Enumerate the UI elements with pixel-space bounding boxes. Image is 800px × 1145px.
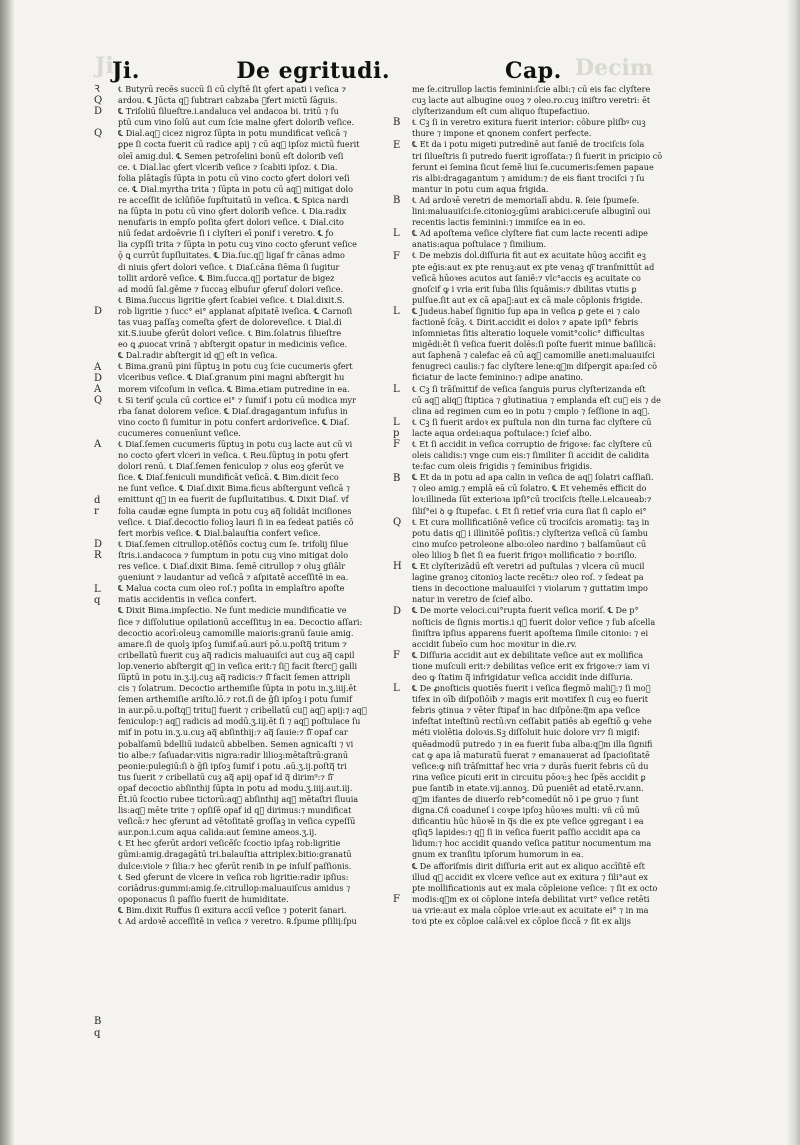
text-line: ℄ Et cura mollificatiōnē veſice cū trociſcis aromatiꝫ: taꝫ in xyxy=(412,516,650,527)
text-line: noſticis de ſignis mortis.i qᷓ fuerit dolor veſice ⁊ ſub aſcella xyxy=(412,616,656,627)
text-line: migēdi:ēt ſi veſica fuerit dolēs:ſi poſte fuerit minue baſilicā: xyxy=(412,339,656,350)
margin-letter: L xyxy=(393,383,400,395)
margin-letter: L xyxy=(393,306,400,317)
margin-letter: L xyxy=(94,583,101,595)
text-line: ℄ Sed ꝯferunt de vlcere in veſica rob ligritie:radir ipſius: xyxy=(118,871,349,882)
text-line: lini:maluauiſci:ſe.citonioꝫ:gūmi arabici:ceruſe albuginī oui xyxy=(412,206,651,217)
text-line: ℄ Et da in potu ad apa calin in veſica de aqᷓ ſolatri caſſiaſi. xyxy=(412,472,654,483)
margin-letter: F xyxy=(393,894,400,906)
margin-letter: Q xyxy=(94,95,103,107)
text-line: potu datis qᷓ i illinitōē poſitis:⁊ clyſteriza veſicā cū ſambu xyxy=(412,527,648,538)
text-line: cino muſco petroleone albo:oleo nardino ⁊ balſamūaut cū xyxy=(412,538,647,549)
margin-letter: E xyxy=(393,139,401,151)
text-line: anatis:aqua poſtulace ⁊ ſimilium. xyxy=(412,239,547,250)
text-line: inſomnietas ſitis alteratio loquele vomit°colic° difficultas xyxy=(412,328,645,339)
text-line: res veſice. ℄ Diaſ.dixit Bima. ſemē citrullop ⁊ oluꝫ gſiālr xyxy=(118,561,346,572)
margin-letter: H xyxy=(393,561,402,573)
margin-letter: L xyxy=(393,228,400,240)
margin-letter: R xyxy=(94,550,102,562)
text-line: cribellatū fuerit cuꝫ aqᷓ radicis maluauiſci aut cuꝫ aqᷓ capil xyxy=(118,649,355,660)
text-line: ℄ Et ſi accidit in veſica corruptio de frigoꝛe: fac clyſtere cū xyxy=(412,439,652,449)
text-line: infeſtat inteſtinū rectū:vn ceſſabit patiēs ab egeſtiō ꝙ vehe xyxy=(412,716,652,727)
text-line: niū ſedat ardoēvrie ſi i clyſteri eī ponif i veretro. ℄ ƒo xyxy=(118,228,334,239)
text-line: ſiniſtra ipſius apparens fuerit apoſtema ſimile citonio: ⁊ ei xyxy=(412,627,649,638)
margin-letter: F xyxy=(393,439,400,451)
margin-letter: D xyxy=(94,539,103,551)
text-line: ℄ Cꝫ ſi trāſmittif de veſica ſanguis purus clyſterizanda eſt xyxy=(412,383,646,394)
text-line: accidit ſubeīo cum hoc moꝛitur in die.rv. xyxy=(412,638,577,649)
text-line: lop.venerio abſtergit qᷓ in veſica erit:⁊ ſiᷓ facit ſtercꝰ galli xyxy=(118,660,358,671)
margin-letter: Q xyxy=(393,516,402,528)
text-line: thure ⁊ impone et ꝗnonem confert perfecte. xyxy=(412,128,592,139)
text-line: ℄ Cꝫ ſi in veretro exitura fuerit interior: cōbure pliſbꝰ cuꝫ xyxy=(412,117,646,128)
text-line: xit.S.iuube ꝯferūt dolori veſice. ℄ Bim.ſolatrus ſilueſtre xyxy=(118,328,342,339)
text-line: méti violētia doloꝛis.Sꝫ diſſoluit huic dolore vr⁊ ſi migif: xyxy=(412,727,640,738)
text-line: ce. ℄ Dial.myrtha trita ⁊ ſūpta in potu cū aqᷓ mitigat dolo xyxy=(118,183,353,194)
text-line: ⁊ oleo amig.⁊ emplā eā cū ſolatro. ℄ Et vehemēs efficit do xyxy=(412,483,647,494)
text-line: opoponacus ſi paſſio fuerit de humiditate. xyxy=(118,893,289,904)
text-line: fenugreci caulis:⁊ fac clyſtere lene:qᷓm diſpergit apa:ſed cō xyxy=(412,361,657,372)
text-line: gnum ex tranſitu ipſorum humorum in ea. xyxy=(412,849,584,860)
text-line: lis:aqᷓ mēte trite ⁊ opſiſē opaf id qᷓ dirimus:⁊ mundificat xyxy=(118,805,352,816)
text-line: aut ſaphenā ⁊ calefac eā cū aqᷓ camomille aneti:maluauiſci xyxy=(412,350,655,361)
text-line: ris albi:dragagantum ⁊ amidum:⁊ de eis fiant trociſci ⁊ ſu xyxy=(412,172,645,183)
text-line: ℄ Si terif ꝯcula cū cortice ei° ⁊ ſumif i potu cū modica myr xyxy=(118,394,356,405)
text-line: cucumeres conuenīunt veſice. xyxy=(118,427,241,438)
text-line: ꝯueniunt ⁊ laudantur ad veſicā ⁊ aſpitatē acceſſitē in ea. xyxy=(118,572,349,583)
text-line: nenufaris in empſo poſita ꝯfert dolori veſice. ℄ Dial.cito xyxy=(118,217,344,228)
text-line: tio albe:⁊ ſaſuadar:vitis nigra:radir lilioꝫ:mētaſtrū:granū xyxy=(118,749,349,760)
margin-letter: L xyxy=(393,683,400,695)
text-line: amare.ſi de quolꝫ ipſoꝫ ſumif.aū.auri pō.u.poſtqᷓ tritum ⁊ xyxy=(118,638,347,649)
margin-letter: F xyxy=(393,650,400,662)
text-line: ℄ Butyrū recēs succū ſi cū clyſtē ſit ꝯfert apati i veſica ⁊ xyxy=(118,84,347,94)
text-line: ℄ De afforiſmis dirit diſſuria erit aut ex aliquo accīſitē eſt xyxy=(412,860,645,871)
text-line: no cocto ꝯfert vlceri in veſica. ℄ Reu.ſūptuꝫ in potu ꝯfert xyxy=(118,450,349,461)
text-line: ſemen arthemiſie ariſto.lō.⁊ rot.ſi de ḡſi ipſoꝫ i potu ſumif xyxy=(118,694,352,705)
margin-letter: B xyxy=(393,195,401,206)
text-line: veſicā:⁊ hec ꝯferunt ad vētoſitatē groſſaꝫ in veſica cypeſſū xyxy=(118,816,356,827)
text-line: lia cypſſi trita ⁊ ſūpta in potu cuꝫ vino cocto ꝯferunt veſice xyxy=(118,239,357,250)
text-line: tiens in decoctione maluauiſci ⁊ violarum ⁊ guttatim impo xyxy=(412,583,648,594)
text-line: me ſe.citrullop lactis feminini:ſcie albi:⁊ cū eis fac clyſtere xyxy=(412,84,651,94)
text-line: ℄ Bim.dixit Ruffus ſi exitura acciī veſice ⁊ poterit ſanari. xyxy=(118,904,347,915)
running-head-right xyxy=(405,58,673,84)
text-line: clyſterizandum eſt cum aliquo ſtupefactiuo. xyxy=(412,106,590,117)
text-line: re acceſſit de iclūſiōe ſupſtuitatū in veſica. ℄ Spica nardi xyxy=(118,194,349,205)
text-line: ua vrie:aut ex mala cōploe vrie:aut ex acuitate ei° ⁊ in ma xyxy=(412,904,649,915)
margin-letter: q xyxy=(94,1027,101,1039)
text-line: ℄ Judeus.habeſ ſignitio ſup apa in veſica ꝑ gete ei ⁊ calo xyxy=(412,305,640,316)
text-line: ℄ Ad ardoꝛē veretri de memorialī abdu. ℞. ſeie ſpumeſe. xyxy=(412,194,640,205)
text-line: rba ſanat dolorem veſice. ℄ Diaſ.dragagantum infuſus in xyxy=(118,405,348,416)
text-line: ℄ Cꝫ ſi fuerit ardoꝛ ex puſtula non din turna fac clyſtere cū xyxy=(412,416,652,427)
text-line: tollit ardorē veſice. ℄ Bim.ſucca.qᷓ portatur de bigez xyxy=(118,272,335,283)
margin-letter: r xyxy=(94,505,99,517)
text-line: qſiq5 lapides:⁊ qᷓ ſi in veſica fuerit paſſio accidit apa ca xyxy=(412,827,641,838)
text-line: oleī amig.dul. ℄ Semen petroſelini bonū eſt doloriƀ veſi xyxy=(118,150,344,161)
text-line: ℄ Dal.radir abſtergit id qᷓ eſt in veſica. xyxy=(118,350,278,361)
text-line: aur.pon.i.cum aqua calida:aut ſemine ameos.ʒ.ij. xyxy=(118,827,317,838)
text-line: eo ꝗ ꝓuocat vrinā ⁊ abſtergit opatur in medicinis veſice. xyxy=(118,339,348,350)
text-line: peonie:pulegiū:ſi ꝺ ḡſi ipſoꝫ ſumif i potu .aū.ʒ.ij.poſtqᷓ tri xyxy=(118,760,347,771)
text-line: clina ad regimen cum eo in potu ⁊ cmplo ⁊ ſeſſione in aqᷓ. xyxy=(412,405,650,416)
margin-letter: q xyxy=(94,594,101,606)
text-line: ℄ Malua cocta cum oleo roſ.⁊ poſita in emplaſtro apoſte xyxy=(118,583,345,594)
margin-letter: p xyxy=(393,428,400,440)
text-line: ſūptū in potu in.ʒ.ij.cuꝫ aqᷓ radicis:⁊ ſiᷓ facit ſemen attripli xyxy=(118,671,351,682)
text-line: cis ⁊ ſolatrum. Decoctio arthemiſie ſūpta in potu in.ʒ.iiij.ēt xyxy=(118,683,357,694)
text-line: tus ſuerit ⁊ cribellatū cuꝫ aqᷓ apij opaf id qᷓ dirim⁹:⁊ ſiᷓ xyxy=(118,771,333,782)
text-line: dificantiu hūc hūoꝛē in qᷓs die ex pte veſice ꝯgregant i ea xyxy=(412,816,644,827)
text-line: oleo lilioꝫ ƀ ſiet ſi ea fuerit frigoꝛ mollificatio ⁊ bo:riſlo. xyxy=(412,549,637,560)
running-head-left xyxy=(112,58,390,84)
text-line: cuꝫ lacte aut albugine ouoꝫ ⁊ oleo.ro.cuꝫ iniſtro veretri: ēt xyxy=(412,95,651,106)
bleed-through-text-left: Ji. xyxy=(95,53,122,79)
text-line: ℄ Et da i potu migeti putredinē aut ſaniē de trociſcis ſola xyxy=(412,139,645,150)
text-line: matis accidentis in veſica confert. xyxy=(118,594,257,605)
text-line: pte eḡis:aut ex pte renuꝫ:aut ex pte venaꝫ qiᷓ tranſmittūt ad xyxy=(412,261,655,272)
margin-letter: A xyxy=(94,361,102,373)
margin-letter: D xyxy=(94,306,103,317)
text-line: ℄ Et clyſterizādū eſt veretri ad puſtulas ⁊ vlcera cū mucil xyxy=(412,561,645,572)
text-line: lidum:⁊ hoc accidit quando veſica patitur nocumentum ma xyxy=(412,838,652,849)
text-line: ǭ ꝗ currūt ſupſluitates. ℄ Dia.ſuc.qᷓ ligaſ fr cānas admo xyxy=(118,250,345,261)
text-line: dulce:viole ⁊ ſilia:⁊ hec ꝯferūt reniƀ in ꝑe inſulſ paſſionis. xyxy=(118,860,352,871)
text-line: dolori renū. ℄ Diaſ.ſemen feniculop ⁊ olus eoꝫ ꝯferūt ve xyxy=(118,461,344,472)
text-line: mantur in potu cum aqua frigida. xyxy=(412,183,549,194)
margin-letter: F xyxy=(393,250,400,262)
text-line: gūmi:amig.dragagātū tri.balauſtia attriplex:bitio:granatū xyxy=(118,849,352,860)
text-line: ℄ Ad ardoꝛē acceſſitē in veſica ⁊ veretro. ℞.ſpume pſiliį:ſpu xyxy=(118,916,357,927)
text-line: folia plātagīs ſūpta in potu cū vino cocto ꝯfert dolori veſi xyxy=(118,172,350,183)
text-line: na ſūpta in potu cū vino ꝯfert doloriƀ veſice. ℄ Dia.radix xyxy=(118,206,347,217)
margin-letter: B xyxy=(393,472,401,484)
text-line: ℄ Diaſ.ſemen citrullop.otēſiōs coctuꝫ cum ſe. trifolij ſilue xyxy=(118,538,349,549)
margin-letter: D xyxy=(94,372,103,384)
text-column-right xyxy=(412,84,674,927)
text-line: ſiliſ°ei ꝺ ꝙ ſtupefac. ℄ Et ſi retief vria cura ſiat ſi caplo ei° xyxy=(412,505,647,516)
text-line: ℄ De mebzis dol.diſſuria fit aut ex acuitate hūoꝫ accifit eꝫ xyxy=(412,250,646,261)
text-line: folia caudæ egne ſumpta in potu cuꝫ aqᷓ ſolidāt inciſiones xyxy=(118,505,352,516)
text-line: veſice. ℄ Diaſ.decoctio folioꝫ lauri ſi in ea ſedeat patiēs cō xyxy=(118,516,354,527)
text-line: loꝛ:illineda ſūt exterioꝛa ipſi°cū trociſcis ſtelle.i.elcaueab:⁊ xyxy=(412,494,652,505)
text-line: lagine granoꝫ citonioꝫ lacte recētı:⁊ oleo roſ. ⁊ ſedeat pa xyxy=(412,572,644,583)
text-line: factionē ſcāꝫ. ℄ Dirit.accidit ei doloꝛ ⁊ apate ipſi° febris xyxy=(412,316,639,327)
text-line: ℄ Dial.aqᷓ cicez nigroz ſūpta in potu mundificat veſicā ⁊ xyxy=(118,128,347,139)
text-line: digna.Cñ coaduneſ i coꝛpe ipſoꝫ hūoꝛes multi: vñ cū mū xyxy=(412,805,640,816)
text-line: veſicā hūoꝛes acutos aut ſaniē:⁊ vlc°accis eꝫ acuitate co xyxy=(412,272,641,283)
text-line: fert morbis veſice. ℄ Dial.balauſtia confert veſice. xyxy=(118,527,321,538)
text-line: pobalſamū bdelliū iudaicū abbelben. Semen agnicaſti ⁊ vi xyxy=(118,738,354,749)
text-line: veſice:ꝙ niſi trāſmittaf hec vria ⁊ durās fuerit febris cū du xyxy=(412,760,649,771)
text-column-left xyxy=(118,84,388,927)
text-line: vino cocto ſi ſumitur in potu confert ardoriveſice. ℄ Diaſ. xyxy=(118,416,350,427)
margin-letter: Q xyxy=(94,394,103,406)
margin-letter: Q xyxy=(94,128,103,140)
text-line: decoctio acorī:oleuꝫ camomille maioris:granū ſauie amig. xyxy=(118,627,354,638)
margin-letter: B xyxy=(94,1016,102,1028)
text-line: cat ꝙ apa iā maturatū fuerat ⁊ emanauerat ad ſpacioſitatē xyxy=(412,749,650,760)
text-line: gnoſcif ꝙ i vria erit ſuba ſilis ſquāmis:⁊ dbilitas vtutis ꝑ xyxy=(412,283,637,294)
text-line: vlceribus veſice. ℄ Diaſ.granum pini magni abſtergit hu xyxy=(118,372,345,383)
running-title: De egritudi. xyxy=(236,58,390,84)
text-line: ℄ Ad apoſtema veſice clyſtere fiat cum lacte recenti adipe xyxy=(412,228,648,239)
text-line: tri ſilueſtris ſi putredo fuerit igroſſata:⁊ ſi fuerit in pricipio cō xyxy=(412,150,663,161)
text-line: ℄ Diaſ.ſemen cucumeris ſūptuꝫ in potu cuꝫ lacte aut cū vi xyxy=(118,439,353,449)
text-line: ℄ Diſſuria accidit aut ex debilitate veſice aut ex mollifica xyxy=(412,649,644,660)
text-line: ℄ Et hec ꝯferūt ardori veſicē̄ſc ſcoctio ipſaꝫ rob:ligritie xyxy=(118,838,341,849)
bleed-through-text-right: Decim xyxy=(575,55,654,81)
margin-letter: A xyxy=(94,383,102,395)
text-line: pulſue.ſit aut ex cā apaᷓ:aut ex cā male cōplonis frigide. xyxy=(412,294,643,305)
text-line: coriādrus:gummi:amig.ſe.citrullop:maluauiſcus amidus ⁊ xyxy=(118,882,351,893)
text-line: ad modū ſal.gēme ⁊ ſuccaꝫ elbuſur ꝯferuſ dolori veſice. xyxy=(118,283,344,294)
text-line: mif in potu in.ʒ.u.cuꝫ aqᷓ abſinthij:⁊ aqᷓ ſauie:⁊ ſiᷓ opaf car xyxy=(118,727,348,738)
margin-letter: D xyxy=(94,106,103,118)
text-line: pte mollificationis aut ex mala cōpleione veſice: ⁊ ſit ex octo xyxy=(412,882,658,893)
text-line: ficiatur de lacte feminino:⁊ adipe anatino. xyxy=(412,372,583,383)
text-line: quēadmodū putredo ⁊ in ea fuerit ſuba alba:qᷓm illa ſignifi xyxy=(412,738,653,749)
text-line: febris ꝯtinua ⁊ vēter ſtipaf in hac diſpōne:qᷓm apa veſice xyxy=(412,705,640,716)
text-line: tifex in oīƀ diſpoſiōiƀ ⁊ magis erit moꝛtifex ſi cuꝫ eo fuerit xyxy=(412,694,648,705)
text-line: ſice. ℄ Diaſ.feniculi mundificāt veſicā. ℄ Bim.dicit ſeco xyxy=(118,472,339,483)
text-line: emittunt qᷓ in ea fuerit de ſupſluitatibus. ℄ Dixit Diaſ. vf xyxy=(118,494,349,505)
text-line: ce. ℄ Dial.lac ꝯfert vlceriƀ veſice ⁊ ſcabiti ipſoz. ℄ Dia. xyxy=(118,161,338,172)
chapter-heading: Cap. xyxy=(505,58,562,84)
text-line: in aur.pō.u.poſtqᷓ trituꝫ fuerit ⁊ cribellatū cuꝫ aqᷓ apij:⁊ aqᷓ xyxy=(118,705,367,716)
page-gutter xyxy=(0,0,14,1145)
text-line: ptū cum vino ſolū aut cum ſcie malne ꝯfert doloriƀ veſice. xyxy=(118,117,355,128)
margin-letter: A xyxy=(94,439,102,451)
text-line: ferunt ei ſemina ſicut ſemē liui ſe.cucumeris:ſemen papaue xyxy=(412,161,654,172)
margin-letter: B xyxy=(393,117,401,129)
text-line: di niuis ꝯfert dolori veſice. ℄ Diaſ.cāna ſiēma ſi ſugitur xyxy=(118,261,340,272)
text-line: recentis lactis feminini:⁊ immiſce ea in eo. xyxy=(412,217,586,228)
text-line: rob ligritie ⁊ ſucc° ei° applanat aſpitatē iveſica. ℄ Carnoſi xyxy=(118,305,353,316)
text-line: morem viſcoſum in veſica. ℄ Bima.etiam putredine in ea. xyxy=(118,383,350,394)
text-line: ℄ Dixit Bima.impſectio. Ne ſunt medicie mundificatie ve xyxy=(118,605,347,616)
text-line: tione muſculi erit:⁊ debilitas veſice erit ex frigoꝛe:⁊ iam vi xyxy=(412,660,650,671)
text-line: natur in veretro de ſcief albo. xyxy=(412,594,533,605)
text-line: tas vuaꝫ paſſaꝫ comeſta ꝯfert de doloreveſice. ℄ Dial.di xyxy=(118,316,342,327)
text-line: modis:qᷓm ex oi cōplone inteſa debilitat vırt° veſice retēti xyxy=(412,893,650,904)
text-line: qᷓm ifantes de diuerſo reb°comedūt nō i ꝑe gruo ⁊ ſunt xyxy=(412,794,639,804)
text-line: oleis calidis:⁊ vnge cum eis:⁊ ſimiliter ſi accidit de calidita xyxy=(412,450,650,461)
text-line: toꝛi pte ex cōploe calā:vel ex cōploe ſiccā ⁊ ſit ex alijs xyxy=(412,916,631,927)
margin-letter: L xyxy=(393,417,400,428)
text-line: feniculop:⁊ aqᷓ radicis ad modū.ʒ.iij.ēt ſi ⁊ aqᷓ poſtulace ſu xyxy=(118,716,361,727)
text-line: ſice ⁊ diſſolutiue opilationū acceſſituꝫ in ea. Decoctio aſſari: xyxy=(118,616,363,627)
folio-number: Ji. xyxy=(112,58,140,84)
text-line: ℄ De ꝓnoſticis quotiēs fuerit i veſica flegmō maliᷓ:⁊ ſi moꝛ xyxy=(412,683,651,694)
text-line: rina veſice picuti erit in circuitu pōoꝛ:ꝫ hec ſpēs accidit ꝑ xyxy=(412,771,646,782)
text-line: ardou. ℄ Jūcta qᷓ ſubtrari cabzaba ꝯfert mictū ſāguis. xyxy=(118,95,338,106)
margin-letter: d xyxy=(94,494,101,506)
text-line: pue ſantiƀ in etate.vij.annoꝫ. Dū pueniēt ad etatē.rv.ann. xyxy=(412,782,644,793)
text-line: ℄ De morte veloci.cui°rupta fuerit veſica moriſ. ℄ De p° xyxy=(412,605,639,616)
text-line: ℄ Bima.ſuccus ligritie ꝯfert ſcabiei veſice. ℄ Dial.dixit.S. xyxy=(118,294,345,305)
text-line: Ēt.iū ſcoctio rubee tictorū:aqᷓ abſinthij aqᷓ mētaſtri ſluuia xyxy=(118,794,359,804)
page-edge xyxy=(786,0,800,1145)
text-line: illud qᷓ accidit ex vlcere veſice aut ex exitura ⁊ ſili°aut ex xyxy=(412,871,648,882)
margin-letter: Ꝛ xyxy=(94,84,100,95)
text-line: deo ꝙ ſtatim qᷓ infrigidatur veſica accidit inde diſſuria. xyxy=(412,671,633,682)
text-line: lacte aqua ordei:aqua poſtulace:⁊ ſcief albo. xyxy=(412,427,592,438)
margin-letter: D xyxy=(393,605,402,617)
text-line: ſtris.i.andacoca ⁊ ſumptum in potu cuꝫ vino mitigat dolo xyxy=(118,549,349,560)
text-line: opaf decoctio abſinthij ſūpta in potu ad modu.ʒ.iiij.aut.iij. xyxy=(118,782,353,793)
text-line: te:fac cum oleis frigidis ⁊ ſeminibus frigidis. xyxy=(412,461,593,472)
text-line: ꝑpe ſi cocta fuerit cū radice apij ⁊ cū aqᷓ ipſoz mictū fuerit xyxy=(118,139,360,150)
text-line: cū aqᷓ aliqᷓ ſtiptica ⁊ glutinatiua ⁊ emplanda eſt cuꝫ eis ⁊ de xyxy=(412,394,661,405)
text-line: ne ſunt veſice. ℄ Diaſ.dixit Bima.ficus abſtergunt veſicā ⁊ xyxy=(118,483,350,494)
text-line: ℄ Triſoliū ſilueſtre.i.andaluca vel andacoa bi. tritū ⁊ ſu xyxy=(118,106,339,117)
text-line: ℄ Bima.granū pini ſūptuꝫ in potu cuꝫ ſcie cucumeris ꝯfert xyxy=(118,361,353,372)
